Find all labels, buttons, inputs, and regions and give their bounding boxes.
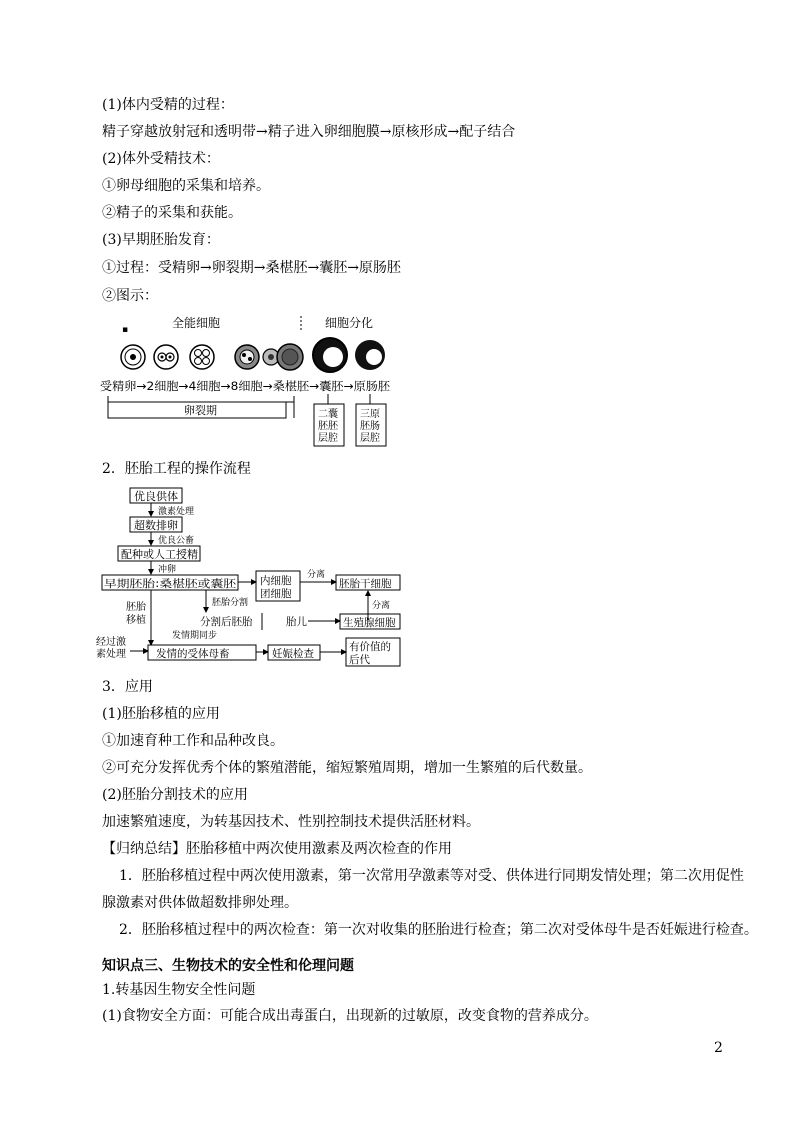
text-line: 1.转基因生物安全性问题: [102, 982, 256, 998]
text-line: 加速繁殖速度，为转基因技术、性别控制技术提供活胚材料。: [102, 814, 480, 830]
recipient-box: 发情的受体母畜: [156, 648, 230, 660]
section-heading: 3．应用: [102, 679, 153, 695]
blastocyst-box-line: 层腔: [318, 433, 338, 444]
text-line: 腺激素对供体做超数排卵处理。: [102, 895, 298, 911]
text-line: 精子穿越放射冠和透明带→精子进入卵细胞膜→原核形成→配子结合: [102, 124, 516, 140]
blastocyst-box-line: 二囊: [318, 409, 338, 420]
mating-box: 配种或人工授精: [121, 548, 198, 561]
transfer-label: 移植: [126, 615, 146, 626]
four-cell: [190, 345, 214, 369]
text-line: 2．胚胎移植过程中的两次检查：第一次对收集的胚胎进行检查；第二次对受体母牛是否妊娠进行检查。: [119, 922, 758, 938]
section-heading: 知识点三、生物技术的安全性和伦理问题: [102, 958, 354, 974]
offspring-line: 有价值的: [349, 641, 391, 653]
summary-heading: 【归纳总结】胚胎移植中两次使用激素及两次检查的作用: [102, 841, 452, 857]
superovulation-box: 超数排卵: [134, 519, 178, 532]
page-number: 2: [714, 1040, 723, 1056]
text-line: (1)胚胎移植的应用: [102, 706, 220, 722]
separate-label: 分离: [307, 570, 326, 580]
gonad-box: 生殖腺细胞: [343, 617, 396, 629]
zygote-cell: [121, 345, 145, 369]
pregnancy-box: 妊娠检查: [272, 648, 314, 660]
differentiation-label: 细胞分化: [325, 316, 374, 330]
blastocyst-box-line: 胚胚: [318, 421, 338, 432]
text-line: (3)早期胚胎发育：: [102, 232, 220, 248]
transfer-label: 胚胎: [126, 602, 146, 613]
embryo-split-label: 胚胎分割: [212, 598, 249, 608]
text-line: ①卵母细胞的采集和培养。: [102, 178, 270, 194]
text-line: ②可充分发挥优秀个体的繁殖潜能，缩短繁殖周期，增加一生繁殖的后代数量。: [102, 760, 592, 776]
text-line: 1．胚胎移植过程中两次使用激素，第一次常用孕激素等对受、供体进行同期发情处理；第二次用促性: [119, 868, 744, 884]
separate-label: 分离: [372, 601, 391, 611]
flush-label: 冲卵: [158, 565, 177, 575]
fetus-label: 胎儿: [286, 616, 307, 628]
text-line: ①过程：受精卵→卵裂期→桑椹胚→囊胚→原肠胚: [102, 260, 401, 276]
text-line: ①加速育种工作和品种改良。: [102, 733, 284, 749]
section-heading: 2．胚胎工程的操作流程: [102, 461, 251, 477]
totipotent-label: 全能细胞: [172, 316, 221, 330]
offspring-line: 后代: [349, 654, 370, 666]
treated-label: 素处理: [96, 649, 126, 660]
gastrula-box-line: 三原: [360, 409, 380, 420]
eight-cell: [235, 345, 259, 369]
embryo-engineering-flowchart: [96, 485, 408, 669]
treated-label: 经过激: [96, 637, 126, 648]
cleavage-label: 卵裂期: [184, 404, 217, 417]
stage-sequence: 受精卵→2细胞→4细胞→8细胞→桑椹胚→囊胚→原肠胚: [100, 379, 391, 393]
donor-box: 优良供体: [134, 490, 178, 503]
inner-mass-line: 内细胞: [260, 575, 292, 587]
two-cell: [154, 345, 178, 369]
same-stage-label: 发情期同步: [172, 631, 218, 641]
blastocyst: [313, 338, 347, 372]
inner-mass-line: 团细胞: [260, 588, 292, 600]
text-line: ②图示：: [102, 288, 158, 304]
stem-cell-box: 胚胎干细胞: [339, 578, 392, 590]
morula: [277, 344, 303, 370]
embryo-development-figure: [100, 310, 400, 452]
fine-bull-label: 优良公畜: [158, 536, 195, 546]
after-split-label: 分割后胚胎: [200, 616, 253, 628]
text-line: (2)胚胎分割技术的应用: [102, 787, 248, 803]
gastrula: [355, 340, 385, 370]
gastrula-box-line: 胚肠: [360, 421, 380, 432]
gastrula-box-line: 层腔: [360, 433, 380, 444]
dot-mark: ▪: [122, 325, 129, 335]
text-line: (1)食物安全方面：可能合成出毒蛋白，出现新的过敏原，改变食物的营养成分。: [102, 1008, 598, 1024]
hormone-label: 激素处理: [158, 507, 195, 517]
text-line: (1)体内受精的过程：: [102, 97, 234, 113]
early-embryo-box: 早期胚胎:桑椹胚或囊胚: [104, 578, 213, 590]
text-line: (2)体外受精技术：: [102, 151, 220, 167]
text-line: ②精子的采集和获能。: [102, 205, 242, 221]
